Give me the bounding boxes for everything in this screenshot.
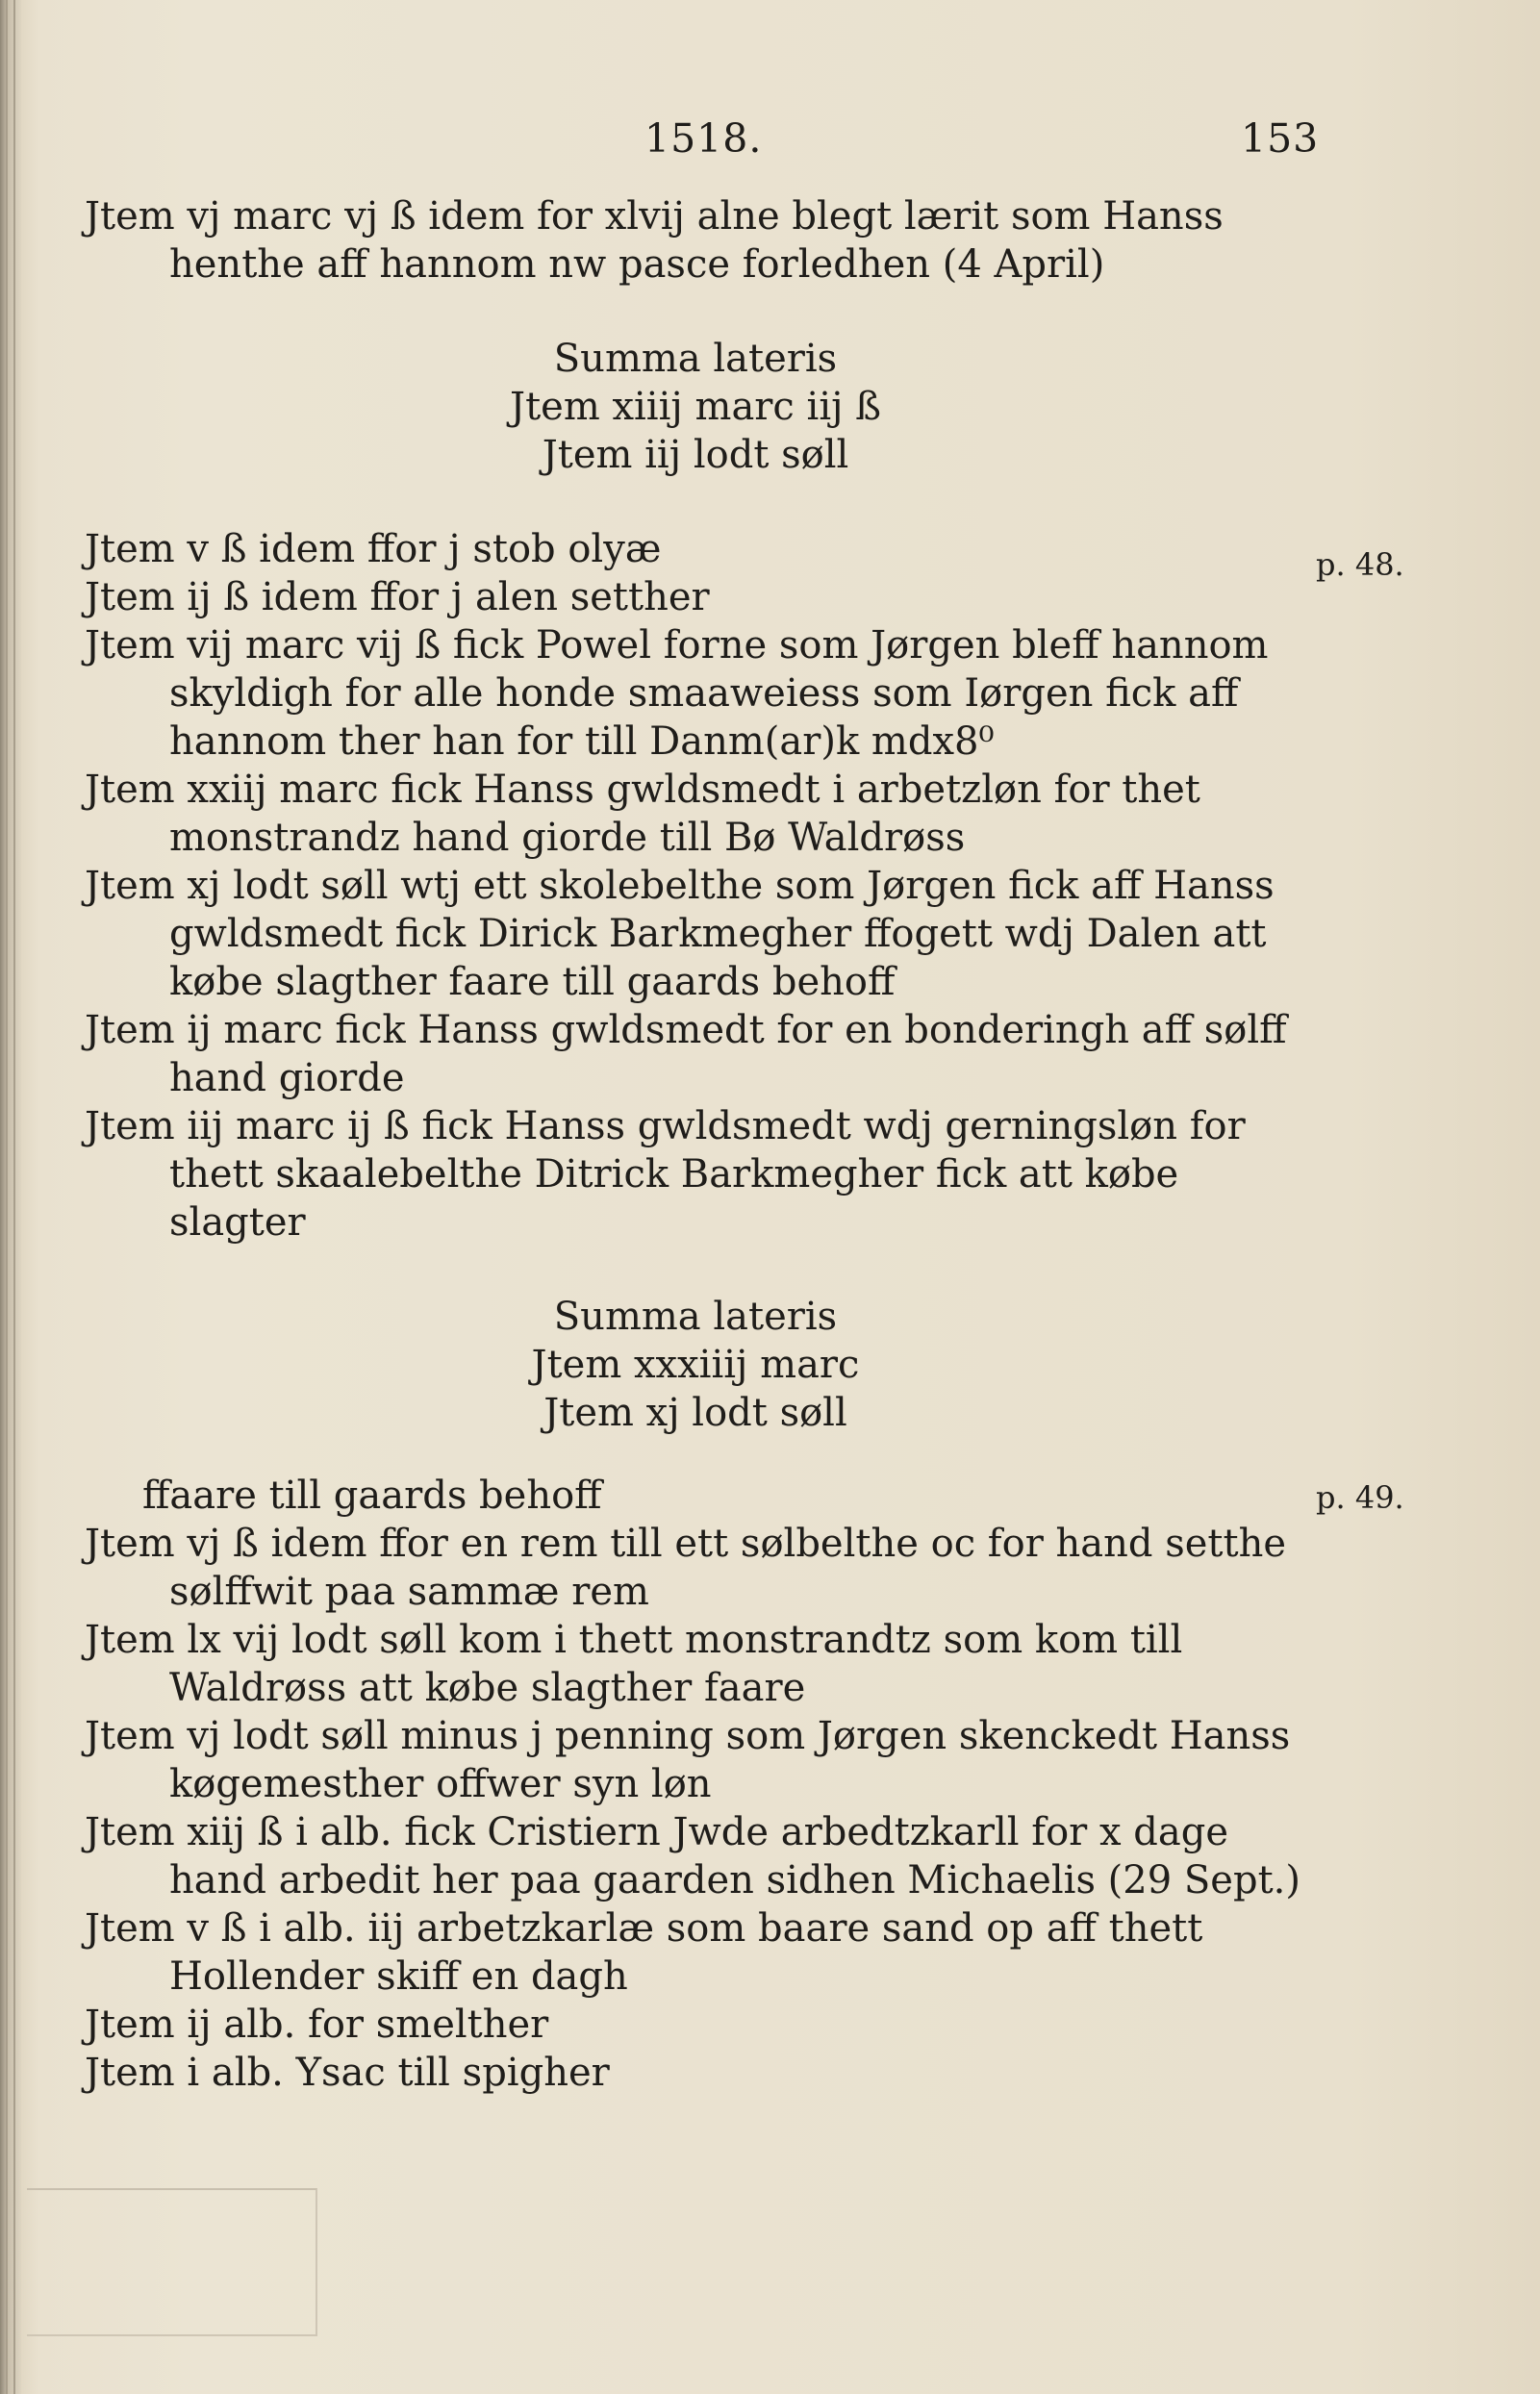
ledger-entry: Jtem xiij ß i alb. fick Cristiern Jwde arbedtzkarll for x dage hand arbedit her paa gaarden sidhen Michaelis (29 Sept.) — [85, 1810, 1300, 1903]
ledger-entry: Jtem ij ß idem ffor j alen setther — [85, 575, 710, 619]
ledger-entry: Jtem iij marc ij ß fick Hanss gwldsmedt wdj gerningsløn for thett skaalebelthe Ditrick Barkmegher fick att købe slagter — [85, 1104, 1246, 1245]
page-binding — [0, 0, 21, 2394]
summa-line: Jtem xxxiiij marc — [531, 1343, 860, 1387]
ledger-entry: Jtem lx vij lodt søll kom i thett monstrandtz som kom till Waldrøss att købe slagther faare — [85, 1618, 1183, 1710]
binding-line — [13, 0, 15, 2394]
page-number: 153 — [1241, 115, 1320, 162]
ledger-entry: Jtem vj ß idem ffor en rem till ett sølbelthe oc for hand setthe sølffwit paa sammæ rem — [85, 1522, 1287, 1614]
scan-artifact-frame — [27, 2188, 317, 2336]
ledger-entry: Jtem vij marc vij ß fick Powel forne som Jørgen bleff hannom skyldigh for alle honde smaaweiess som Iørgen fick aff hannom ther han for till Danm(ar)k mdx8⁰ — [85, 623, 1269, 764]
ledger-entry: Jtem v ß i alb. iij arbetzkarlæ som baare sand op aff thett Hollender skiff en dagh — [85, 1906, 1203, 1999]
ledger-entry: Jtem xxiij marc fick Hanss gwldsmedt i arbetzløn for thet monstrandz hand giorde till Bø Waldrøss — [85, 768, 1200, 860]
ledger-entry: Jtem i alb. Ysac till spigher — [85, 2051, 610, 2095]
ledger-entry: Jtem vj lodt søll minus j penning som Jørgen skenckedt Hanss køgemesther offwer syn løn — [85, 1714, 1291, 1806]
ledger-entry: Jtem xj lodt søll wtj ett skolebelthe som Jørgen fick aff Hanss gwldsmedt fick Dirick Barkmegher ffogett wdj Dalen att købe slagther faare till gaards behoff — [85, 864, 1275, 1004]
running-header-year: 1518. — [644, 115, 763, 162]
ledger-entry: Jtem ij alb. for smelther — [85, 2003, 549, 2047]
summa-line: Jtem iij lodt søll — [542, 433, 849, 477]
ledger-entry: Jtem vj marc vj ß idem for xlvij alne blegt lærit som Hanss henthe aff hannom nw pasce forledhen (4 April) — [85, 194, 1224, 287]
binding-line — [6, 0, 8, 2394]
ledger-entry: Jtem v ß idem ffor j stob olyæ — [85, 527, 662, 571]
margin-note-p48: p. 48. — [1316, 546, 1404, 583]
summa-title: Summa lateris — [553, 337, 838, 381]
summa-title: Summa lateris — [553, 1295, 838, 1339]
summa-line: Jtem xiiij marc iij ß — [510, 385, 881, 429]
ledger-entry: Jtem ij marc fick Hanss gwldsmedt for en bonderingh aff sølff hand giorde — [85, 1008, 1287, 1100]
continued-entry: ffaare till gaards behoff — [142, 1474, 602, 1518]
page-body — [85, 192, 1306, 2097]
summa-line: Jtem xj lodt søll — [543, 1391, 847, 1435]
margin-note-p49: p. 49. — [1316, 1479, 1404, 1516]
